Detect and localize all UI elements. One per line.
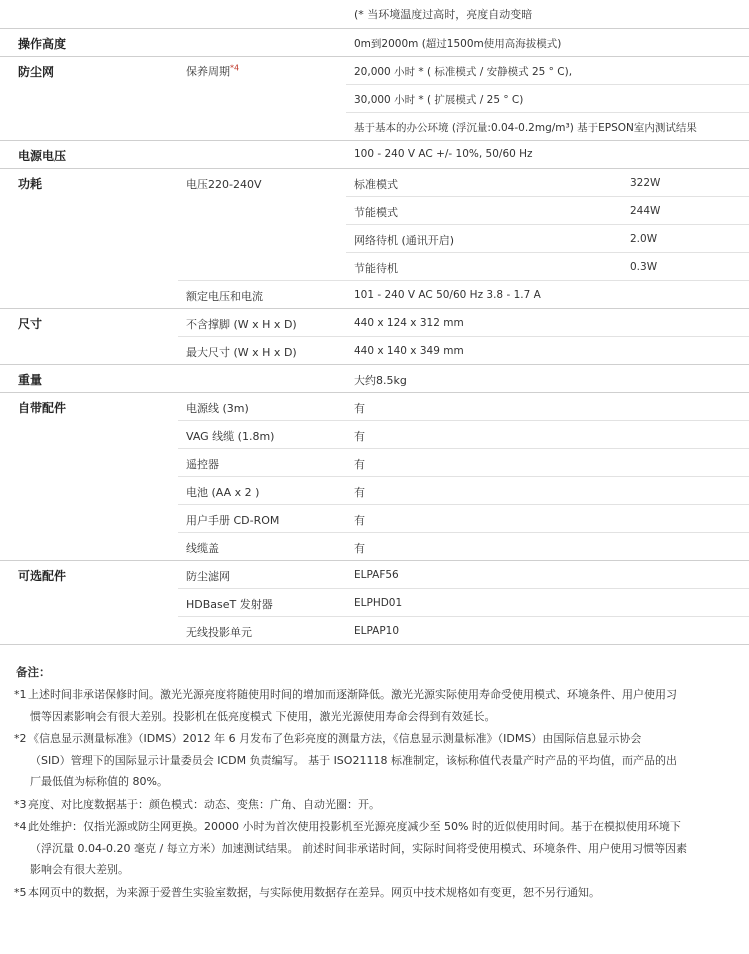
row-divider [0,168,749,169]
row-divider [0,28,749,29]
altitude-value: 0m到2000m (超过1500m使用高海拔模式) [354,38,562,50]
optional-model: ELPAP10 [354,625,400,637]
note-1 [14,684,742,727]
note-mark: *1 [14,688,27,701]
row-divider [0,140,749,141]
voltage-label: 电源电压 [18,149,67,163]
cell-divider [178,336,749,337]
note-line: （浮沉量 0.04-0.20 毫克 / 每立方米）加速测试结果。 前述时间非承诺时间，实际时间将受使用模式、环境条件、用户使用习惯等因素 [30,841,688,855]
optional-name: HDBaseT 发射器 [186,598,273,611]
cell-divider [346,112,749,113]
cell-divider [346,84,749,85]
note-mark: *2 [14,732,27,745]
cell-divider [346,224,749,225]
note-line: 本网页中的数据，为来源于爱普生实验室数据，与实际使用数据存在差异。网页中技术规格如有变更，恕不另行通知。 [28,886,600,899]
row-divider [0,392,749,393]
row-divider [0,644,749,645]
size-row-name: 最大尺寸 (W x H x D) [186,346,297,359]
power-mode-name: 节能待机 [354,262,398,275]
accessories-label: 自带配件 [18,401,67,415]
cell-divider [178,504,749,505]
voltage-value: 100 - 240 V AC +/- 10%, 50/60 Hz [354,148,533,160]
note-line: 影响会有很大差别。 [30,863,129,876]
notes-title: 备注： [16,665,51,679]
note-line: 厂最低值为标称值的 80%。 [30,775,168,788]
row-divider [0,308,749,309]
altitude-label: 操作高度 [18,37,67,51]
dust-value-1: 20,000 小时 * ( 标准模式 / 安静模式 25 ° C), [354,66,573,78]
dust-sub-label [186,63,239,79]
accessory-name: 遥控器 [186,458,219,471]
accessory-name: 线缆盖 [186,542,219,555]
weight-value: 大约8.5kg [354,374,407,387]
dust-sub-text: 保养周期 [186,65,230,78]
cell-divider [178,532,749,533]
power-mode-name: 标准模式 [354,178,398,191]
accessory-included: 有 [354,486,365,499]
cell-divider [178,420,749,421]
optional-label: 可选配件 [18,569,67,583]
optional-name: 无线投影单元 [186,626,252,639]
cell-divider [346,252,749,253]
power-label: 功耗 [18,177,43,191]
accessory-name: 电池 (AA x 2 ) [186,486,260,499]
note-5 [14,882,742,904]
dust-value-2: 30,000 小时 * ( 扩展模式 / 25 ° C) [354,94,524,106]
rated-value: 101 - 240 V AC 50/60 Hz 3.8 - 1.7 A [354,289,541,301]
note-line: 上述时间非承诺保修时间。激光光源亮度将随使用时间的增加而逐渐降低。激光光源实际使用寿命受使用模式、环境条件、用户使用习 [28,688,677,701]
power-mode-watt: 2.0W [630,233,658,245]
accessory-included: 有 [354,542,365,555]
accessory-included: 有 [354,430,365,443]
row-divider [0,56,749,57]
cell-divider [178,616,749,617]
note-line: 《信息显示测量标准》（IDMS）2012 年 6 月发布了色彩亮度的测量方法，《信息显示测量标准》（IDMS）由国际信息显示协会 [28,732,642,745]
weight-label: 重量 [18,373,43,387]
note-line: （SID）管理下的国际显示计量委员会 ICDM 负责编写。 基于 ISO21118 标准制定，该标称值代表量产时产品的平均值，而产品的出 [30,753,677,767]
row-divider [0,364,749,365]
cell-divider [178,588,749,589]
power-mode-watt: 322W [630,177,661,189]
note-line: 此处维护：仅指光源或防尘网更换。20000 小时为首次使用投影机至光源亮度减少至 50% 时的近似使用时间。基于在模拟使用环境下 [28,820,681,833]
dust-value-3: 基于基本的办公环境 (浮沉量:0.04-0.2mg/m³) 基于EPSON室内测试结果 [354,122,697,134]
note-3 [14,794,742,816]
power-mode-name: 网络待机 (通讯开启) [354,234,455,247]
power-sub-label: 电压220-240V [186,178,262,191]
note-line: 惯等因素影响会有很大差别。投影机在低亮度模式 下使用，激光光源使用寿命会得到有效延长。 [30,709,496,723]
cell-divider [178,476,749,477]
accessory-included: 有 [354,402,365,415]
cell-divider [178,448,749,449]
accessory-included: 有 [354,514,365,527]
accessory-included: 有 [354,458,365,471]
note-line: 亮度、对比度数据基于：颜色模式：动态、变焦：广角、自动光圈：开。 [28,798,380,811]
accessory-name: 电源线 (3m) [186,402,249,415]
size-label: 尺寸 [18,317,43,331]
note-4 [14,816,742,881]
note-mark: *3 [14,798,27,811]
note-mark: *5 [14,886,27,899]
size-row-value: 440 x 124 x 312 mm [354,317,464,329]
rated-label: 额定电压和电流 [186,290,263,303]
power-mode-watt: 244W [630,205,661,217]
size-row-value: 440 x 140 x 349 mm [354,345,464,357]
optional-model: ELPHD01 [354,597,403,609]
dust-footnote-mark: *4 [230,63,240,73]
accessory-name: 用户手册 CD-ROM [186,514,280,527]
power-mode-name: 节能模式 [354,206,398,219]
optional-name: 防尘滤网 [186,570,230,583]
cell-divider [178,280,749,281]
dust-label: 防尘网 [18,65,55,79]
note-mark: *4 [14,820,27,833]
size-row-name: 不含撑脚 (W x H x D) [186,318,297,331]
note-2 [14,728,742,793]
accessory-name: VAG 线缆 (1.8m) [186,430,275,443]
row-divider [0,560,749,561]
power-mode-watt: 0.3W [630,261,658,273]
brightness-note: (* 当环境温度过高时，亮度自动变暗 [354,8,533,21]
optional-model: ELPAF56 [354,569,399,581]
cell-divider [346,196,749,197]
